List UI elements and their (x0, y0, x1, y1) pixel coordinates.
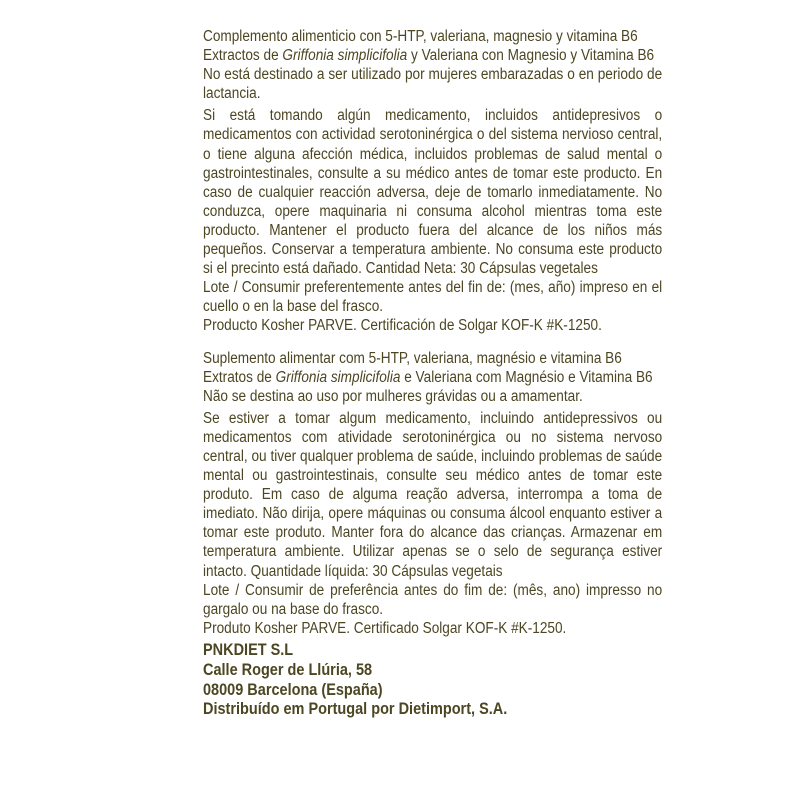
pt-extract-post: e Valeriana com Magnésio e Vitamina B6 (400, 368, 653, 386)
label-text-block (203, 27, 662, 720)
es-medical-warning: Si está tomando algún medicamento, incluidos antidepresivos o medicamentos con actividad serotoninérgica o del sistema nervioso central, o tiene alguna afección médica, incluidos problemas de salud mental o gastrointestinales, consulte a su médico antes de tomar este producto. En caso de cualquier reacción adversa, deje de tomarlo inmediatamente. No conduzca, opere maquinaria ni consuma alcohol mientras toma este producto. Mantener el producto fuera del alcance de los niños más pequeños. Conservar a temperatura ambiente. No consuma este producto si el precinto está dañado. Cantidad Neta: 30 Cápsulas vegetales (203, 107, 663, 278)
distributor-line: Distribuído em Portugal por Dietimport, S.A. (203, 700, 508, 719)
es-pregnancy-warning: No está destinado a ser utilizado por mujeres embarazadas o en periodo de lactancia. (203, 66, 663, 103)
es-extract-pre: Extractos de (203, 47, 283, 65)
es-extract-line (203, 46, 662, 65)
pt-extract-pre: Extratos de (203, 368, 276, 386)
company-name: PNKDIET S.L (203, 640, 294, 659)
es-kosher-line: Producto Kosher PARVE. Certificación de Solgar KOF-K #K-1250. (203, 317, 602, 335)
pt-pregnancy-warning: Não se destina ao uso por mulheres grávidas ou a amamentar. (203, 387, 583, 405)
pt-lot-line: Lote / Consumir de preferência antes do fim de: (mês, ano) impresso no gargalo ou na base do frasco. (203, 581, 663, 618)
company-address-city: 08009 Barcelona (España) (203, 680, 383, 699)
es-extract-post: y Valeriana con Magnesio y Vitamina B6 (407, 47, 655, 65)
pt-kosher-line: Produto Kosher PARVE. Certificado Solgar KOF-K #K-1250. (203, 619, 567, 637)
pt-title-line: Suplemento alimentar com 5-HTP, valeriana, magnésio e vitamina B6 (203, 349, 622, 367)
pt-extract-species: Griffonia simplicifolia (275, 368, 401, 386)
es-lot-line: Lote / Consumir preferentemente antes del fin de: (mes, año) impreso en el cuello o en la base del frasco. (203, 279, 663, 316)
es-extract-species: Griffonia simplicifolia (282, 47, 408, 65)
es-title-line: Complemento alimenticio con 5-HTP, valeriana, magnesio y vitamina B6 (203, 28, 638, 45)
company-address-street: Calle Roger de Llúria, 58 (203, 660, 373, 679)
pt-medical-warning: Se estiver a tomar algum medicamento, incluindo antidepressivos ou medicamentos com atividade serotoninérgica ou no sistema nervoso central, ou tiver qualquer problema de saúde, incluindo problemas de saúde mental ou gastrointestinais, consulte seu médico antes de tomar este produto. Em caso de alguma reação adversa, interrompa a toma de imediato. Não dirija, opere máquinas ou consuma álcool enquanto estiver a tomar este produto. Manter fora do alcance das crianças. Armazenar em temperatura ambiente. Utilizar apenas se o selo de segurança estiver intacto. Quantidade líquida: 30 Cápsulas vegetais (203, 409, 663, 580)
pt-extract-line (203, 368, 662, 387)
